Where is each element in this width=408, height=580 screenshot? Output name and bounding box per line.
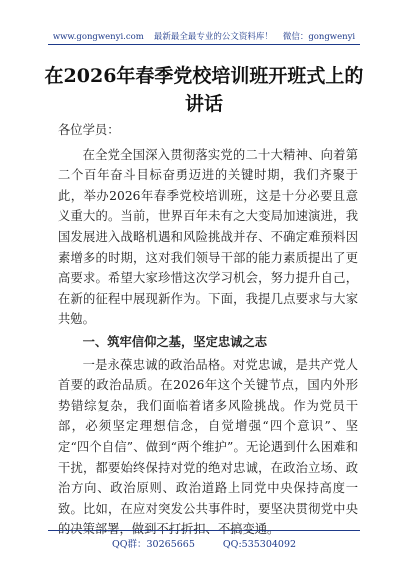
intro-paragraph: 在全党全国深入贯彻落实党的二十大精神、向着第二个百年奋斗目标奋勇迈进的关键时期，我们齐聚于此，举办2026年春季党校培训班，这是十分必要且意义重大的。当前，世界百年未有之大变局加速演进，我国发展进入战略机遇和风险挑战并存、不确定难预料因素增多的时期，这对我们领导干部的能力素质提出了更高要求。希望大家珍惜这次学习机会，努力提升自己，在新的征程中展现新作为。下面，我提几点要求与大家共勉。 xyxy=(58,147,358,327)
salutation: 各位学员： xyxy=(58,123,120,137)
page-header xyxy=(0,0,408,52)
header-website[interactable]: www.gongwenyi.com xyxy=(52,32,144,42)
header-divider xyxy=(48,44,360,45)
header-text xyxy=(0,30,408,42)
footer-qq-group: QQ群：30265665 xyxy=(111,539,195,550)
section-paragraph: 一是永葆忠诚的政治品格。对党忠诚，是共产党人首要的政治品质。在2026年这个关键节点，国内外形势错综复杂，我们面临着诸多风险挑战。作为党员干部，必须坚定理想信念，自觉增强“四个意识”、坚定“四个自信”、做到“两个维护”。无论遇到什么困难和干扰，都要始终保持对党的绝对忠诚，在政治立场、政治方向、政治原则、政治道路上同党中央保持高度一致。比如，在应对突发公共事件时，要坚决贯彻党中央的决策部署，做到不打折扣、不搞变通。 xyxy=(58,357,358,537)
header-wechat: 微信：gongwenyi xyxy=(282,32,356,42)
document-body xyxy=(58,120,358,540)
document-title: 在2026年春季党校培训班开班式上的讲话 xyxy=(44,65,364,115)
header-slogan: 最新最全最专业的公文资料库！ xyxy=(153,32,273,42)
footer-divider xyxy=(48,530,360,531)
page-footer xyxy=(0,536,408,550)
section-heading: 一、筑牢信仰之基，坚定忠诚之志 xyxy=(82,333,268,349)
footer-qq: QQ:535304092 xyxy=(222,539,297,550)
